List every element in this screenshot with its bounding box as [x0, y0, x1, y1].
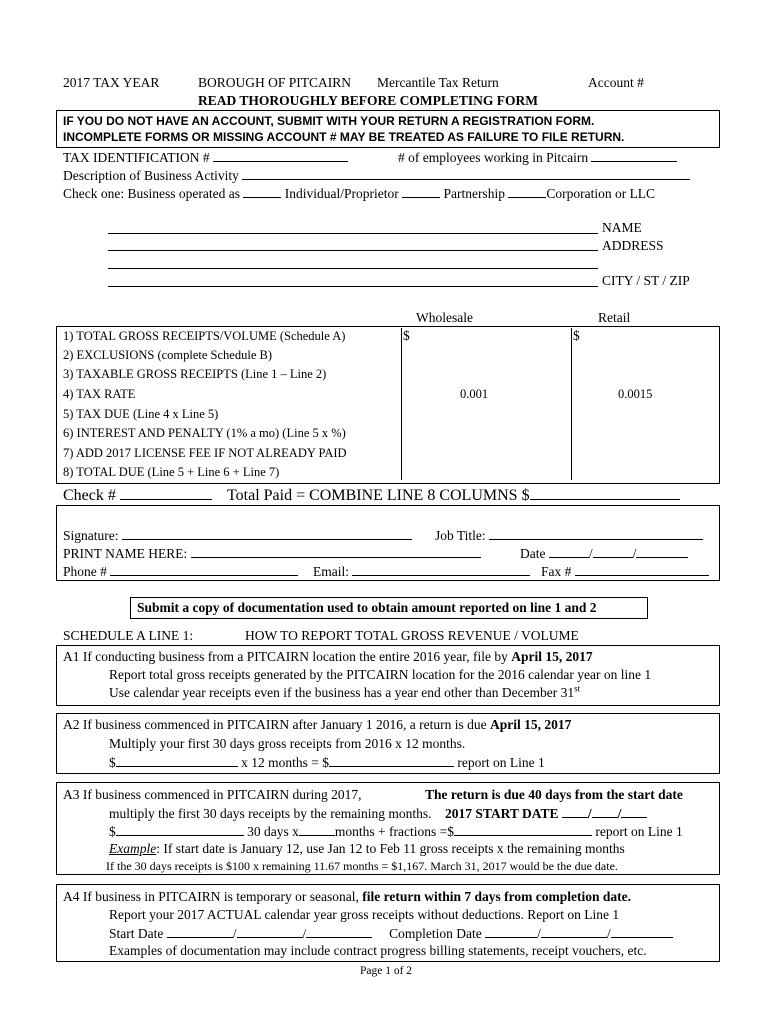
fax-field[interactable] — [541, 563, 709, 580]
a1-line-2: Report total gross receipts generated by the PITCAIRN location for the 2016 calendar year on line 1 — [109, 667, 652, 682]
date-month-input[interactable] — [549, 545, 589, 558]
phone-input[interactable] — [110, 563, 298, 576]
individual-checkbox[interactable] — [243, 185, 281, 198]
phone-field[interactable] — [63, 563, 298, 580]
city-input[interactable] — [108, 286, 598, 287]
a3-example: Example: If start date is January 12, use Jan 12 to Feb 11 gross receipts x the remaining months — [109, 841, 625, 856]
schedule-title-right: HOW TO REPORT TOTAL GROSS REVENUE / VOLUME — [245, 628, 579, 643]
email-field[interactable] — [313, 563, 530, 580]
row-2-label: 2) EXCLUSIONS (complete Schedule B) — [63, 348, 272, 362]
wholesale-header: Wholesale — [416, 310, 473, 325]
a1-line-3: Use calendar year receipts even if the business has a year end other than December 31st — [109, 683, 581, 700]
a3-start-month[interactable] — [562, 805, 588, 818]
description-label: Description of Business Activity — [63, 168, 239, 183]
a2-line-1: A2 If business commenced in PITCAIRN after January 1 2016, a return is due April 15, 2017 — [63, 717, 572, 732]
a2-30-day-input[interactable] — [116, 754, 238, 767]
a4-dates[interactable]: Start Date / / Completion Date / / — [109, 925, 673, 942]
tax-id-input[interactable] — [213, 149, 348, 162]
total-paid-field[interactable] — [227, 485, 680, 505]
print-name-label: PRINT NAME HERE: — [63, 546, 188, 561]
a3-line-3[interactable]: $ 30 days x months + fractions =$ report on Line 1 — [109, 824, 683, 839]
total-paid-label: Total Paid = COMBINE LINE 8 COLUMNS $ — [227, 487, 530, 504]
employees-input[interactable] — [591, 149, 677, 162]
date-year-input[interactable] — [636, 545, 688, 558]
date-day-input[interactable] — [593, 545, 633, 558]
row-1-label: 1) TOTAL GROSS RECEIPTS/VOLUME (Schedule A) — [63, 329, 346, 343]
a3-line-1-bold: The return is due 40 days from the start date — [425, 787, 683, 802]
employees-label: # of employees working in Pitcairn — [398, 150, 589, 165]
employees-field[interactable] — [398, 149, 677, 166]
description-input[interactable] — [242, 167, 690, 180]
form-name: Mercantile Tax Return — [377, 75, 499, 90]
email-input[interactable] — [352, 563, 530, 576]
total-paid-input[interactable] — [530, 485, 680, 500]
row-8-label: 8) TOTAL DUE (Line 5 + Line 6 + Line 7) — [63, 465, 280, 479]
partnership-checkbox[interactable] — [402, 185, 440, 198]
a3-note: If the 30 days receipts is $100 x remaining 11.67 months = $1,167. March 31, 2017 would be the due date. — [106, 859, 618, 873]
wholesale-tax-rate: 0.001 — [460, 387, 489, 401]
print-name-field[interactable] — [63, 545, 481, 562]
wholesale-dollar: $ — [403, 328, 410, 343]
a4-completion-day[interactable] — [541, 925, 607, 938]
a3-months-input[interactable] — [299, 823, 335, 836]
signature-label: Signature: — [63, 528, 119, 543]
a4-start-day[interactable] — [237, 925, 303, 938]
account-label: Account # — [588, 75, 644, 90]
retail-tax-rate: 0.0015 — [618, 387, 653, 401]
a2-line-2: Multiply your first 30 days gross receipts from 2016 x 12 months. — [109, 736, 466, 751]
business-type-field — [63, 185, 655, 202]
retail-column-divider — [571, 328, 572, 480]
date-label: Date — [520, 546, 546, 561]
signature-input[interactable] — [122, 527, 412, 540]
a4-line-1: A4 If business in PITCAIRN is temporary or seasonal, file return within 7 days from completion date. — [63, 889, 631, 904]
fax-input[interactable] — [575, 563, 709, 576]
name-input[interactable] — [108, 233, 598, 234]
address-input[interactable] — [108, 250, 598, 251]
row-7-label: 7) ADD 2017 LICENSE FEE IF NOT ALREADY PAID — [63, 446, 347, 460]
individual-label: Individual/Proprietor — [284, 186, 399, 201]
name-label: NAME — [602, 220, 642, 235]
check-label: Check # — [63, 487, 116, 504]
address-line-2-input[interactable] — [108, 268, 598, 269]
date-field[interactable]: Date / / — [520, 545, 688, 562]
schedule-title-left: SCHEDULE A LINE 1: — [63, 628, 194, 643]
tax-id-label: TAX IDENTIFICATION # — [63, 150, 210, 165]
email-label: Email: — [313, 564, 349, 579]
a4-start-month[interactable] — [167, 925, 233, 938]
retail-dollar: $ — [573, 328, 580, 343]
a3-start-day[interactable] — [592, 805, 618, 818]
fax-label: Fax # — [541, 564, 572, 579]
warning-box — [56, 110, 720, 148]
a3-30-day-input[interactable] — [116, 823, 244, 836]
signature-field[interactable] — [63, 527, 412, 544]
a4-completion-month[interactable] — [485, 925, 537, 938]
check-number-input[interactable] — [120, 485, 212, 500]
a2-line-3[interactable]: $ x 12 months = $ report on Line 1 — [109, 755, 545, 770]
page-number: Page 1 of 2 — [360, 965, 413, 977]
documentation-note: Submit a copy of documentation used to obtain amount reported on line 1 and 2 — [137, 600, 597, 615]
row-6-label: 6) INTEREST AND PENALTY (1% a mo) (Line 5 x %) — [63, 426, 346, 440]
job-title-label: Job Title: — [435, 528, 486, 543]
wholesale-column-divider — [401, 328, 402, 480]
borough-name: BOROUGH OF PITCAIRN — [198, 75, 352, 90]
corporation-label: Corporation or LLC — [546, 186, 656, 201]
a3-result-input[interactable] — [454, 823, 592, 836]
print-name-input[interactable] — [191, 545, 481, 558]
row-4-label: 4) TAX RATE — [63, 387, 136, 401]
city-label: CITY / ST / ZIP — [602, 273, 690, 288]
a1-line-1: A1 If conducting business from a PITCAIRN location the entire 2016 year, file by April 15, 2017 — [63, 649, 593, 664]
a2-result-input[interactable] — [329, 754, 454, 767]
a4-start-year[interactable] — [306, 925, 372, 938]
warning-line-1: IF YOU DO NOT HAVE AN ACCOUNT, SUBMIT WITH YOUR RETURN A REGISTRATION FORM. — [63, 114, 595, 128]
tax-year: 2017 TAX YEAR — [63, 75, 160, 90]
phone-label: Phone # — [63, 564, 107, 579]
row-5-label: 5) TAX DUE (Line 4 x Line 5) — [63, 407, 219, 421]
partnership-label: Partnership — [443, 186, 505, 201]
tax-id-field[interactable] — [63, 149, 348, 166]
read-instruction: READ THOROUGHLY BEFORE COMPLETING FORM — [198, 93, 539, 108]
a4-line-4: Examples of documentation may include contract progress billing statements, receipt vouchers, etc. — [109, 943, 647, 958]
a3-line-1: A3 If business commenced in PITCAIRN during 2017, — [63, 787, 362, 802]
a4-line-2: Report your 2017 ACTUAL calendar year gross receipts without deductions. Report on Line 1 — [109, 907, 620, 922]
check-number-field[interactable] — [63, 485, 212, 505]
check-one-label: Check one: Business operated as — [63, 186, 240, 201]
a3-start-year[interactable] — [621, 805, 647, 818]
description-field[interactable] — [63, 167, 690, 184]
warning-line-2: INCOMPLETE FORMS OR MISSING ACCOUNT # MAY BE TREATED AS FAILURE TO FILE RETURN. — [63, 130, 625, 144]
retail-header: Retail — [598, 310, 631, 325]
address-label: ADDRESS — [602, 238, 664, 253]
corporation-checkbox[interactable] — [508, 185, 546, 198]
a4-completion-year[interactable] — [611, 925, 673, 938]
row-3-label: 3) TAXABLE GROSS RECEIPTS (Line 1 – Line 2) — [63, 367, 327, 381]
job-title-input[interactable] — [489, 527, 703, 540]
job-title-field[interactable] — [435, 527, 703, 544]
a3-line-2[interactable]: multiply the first 30 days receipts by the remaining months. 2017 START DATE / / — [109, 805, 647, 822]
documentation-note-box — [130, 597, 648, 619]
